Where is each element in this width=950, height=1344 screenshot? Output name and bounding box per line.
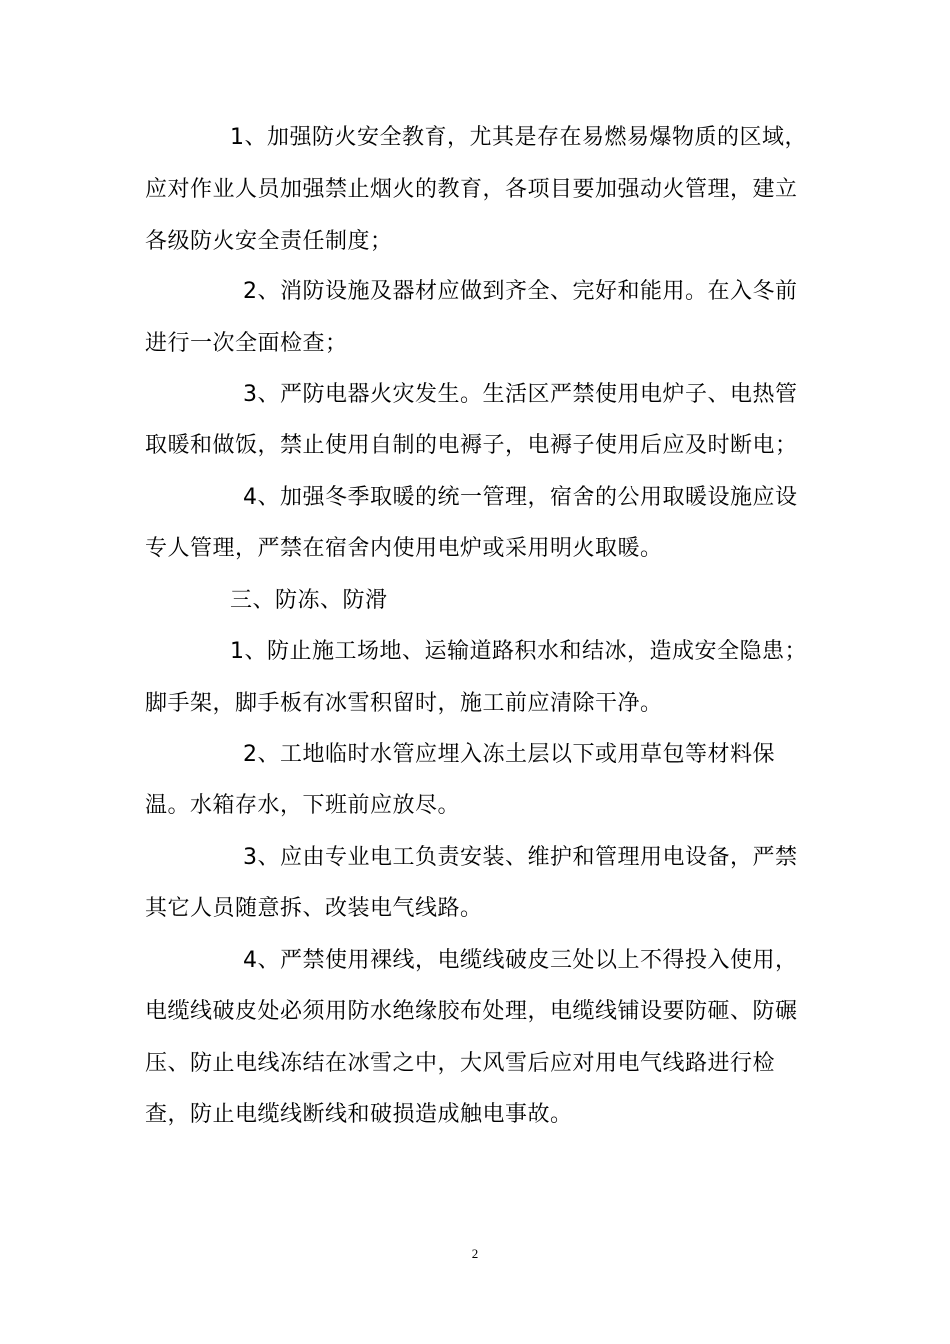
paragraph-line: 温。水箱存水，下班前应放尽。 <box>145 793 461 818</box>
paragraph-line: 电缆线破皮处必须用防水绝缘胶布处理，电缆线铺设要防砸、防碾 <box>145 999 798 1024</box>
paragraph-line: 2、工地临时水管应埋入冻土层以下或用草包等材料保 <box>243 742 775 767</box>
paragraph-line: 应对作业人员加强禁止烟火的教育，各项目要加强动火管理，建立 <box>145 177 798 202</box>
paragraph-line: 专人管理，严禁在宿舍内使用电炉或采用明火取暖。 <box>145 536 663 561</box>
paragraph-line: 其它人员随意拆、改装电气线路。 <box>145 896 483 921</box>
paragraph-line: 取暖和做饭，禁止使用自制的电褥子，电褥子使用后应及时断电； <box>145 433 798 458</box>
paragraph-line: 1、加强防火安全教育，尤其是存在易燃易爆物质的区域， <box>230 125 807 150</box>
paragraph-line: 各级防火安全责任制度； <box>145 229 393 254</box>
paragraph-line: 进行一次全面检查； <box>145 331 348 356</box>
paragraph-line: 3、严防电器火灾发生。生活区严禁使用电炉子、电热管 <box>243 382 798 407</box>
paragraph-line: 查，防止电缆线断线和破损造成触电事故。 <box>145 1102 573 1127</box>
paragraph-line: 4、严禁使用裸线，电缆线破皮三处以上不得投入使用， <box>243 948 798 973</box>
paragraph-line: 4、加强冬季取暖的统一管理，宿舍的公用取暖设施应设 <box>243 485 798 510</box>
section-heading: 三、防冻、防滑 <box>230 588 388 613</box>
paragraph-line: 压、防止电线冻结在冰雪之中，大风雪后应对用电气线路进行检 <box>145 1051 776 1076</box>
paragraph-line: 脚手架，脚手板有冰雪积留时，施工前应清除干净。 <box>145 691 663 716</box>
paragraph-line: 2、消防设施及器材应做到齐全、完好和能用。在入冬前 <box>243 279 798 304</box>
paragraph-line: 1、防止施工场地、运输道路积水和结冰，造成安全隐患； <box>230 639 807 664</box>
page-number: 2 <box>471 1246 479 1261</box>
paragraph-line: 3、应由专业电工负责安装、维护和管理用电设备，严禁 <box>243 845 798 870</box>
